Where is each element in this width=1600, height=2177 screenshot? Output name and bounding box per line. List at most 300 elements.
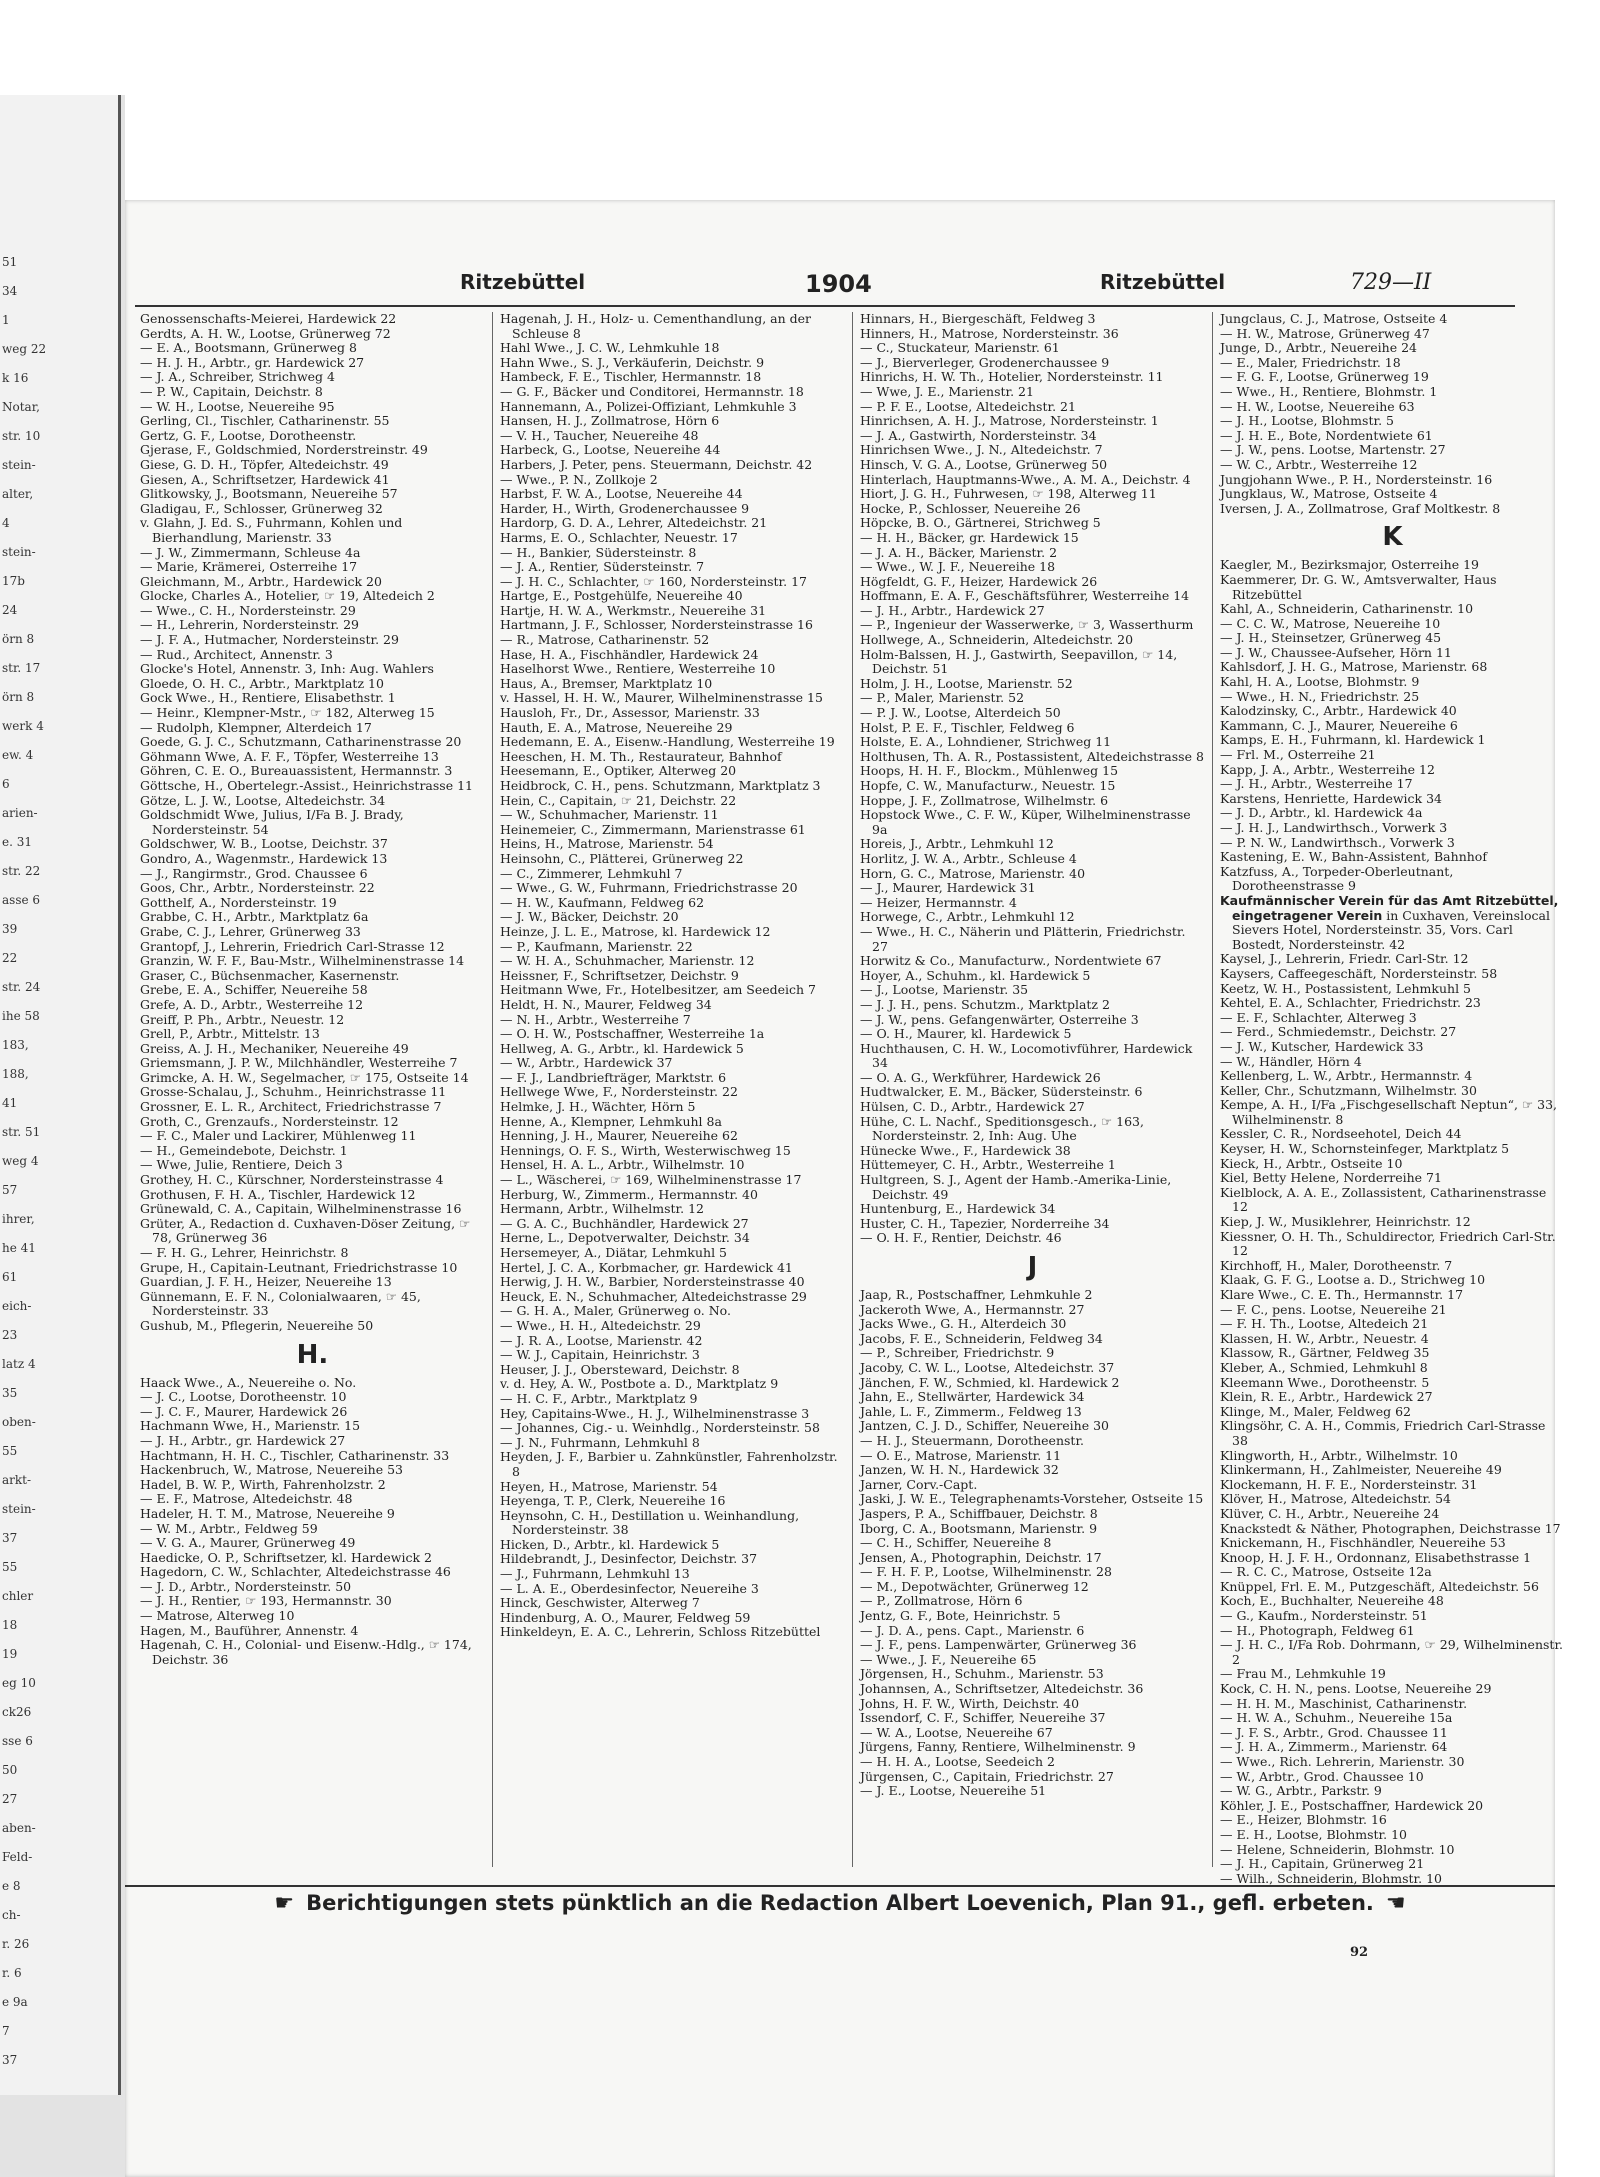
directory-entry: Kieck, H., Arbtr., Ostseite 10: [1220, 1155, 1403, 1171]
directory-entry: Hagen, M., Bauführer, Annenstr. 4: [140, 1622, 359, 1638]
left-page-fragment: Feld-: [2, 1850, 33, 1864]
directory-entry: Knüppel, Frl. E. M., Putzgeschäft, Altedeichstr. 56: [1220, 1578, 1539, 1594]
directory-entry: — J., Maurer, Hardewick 31: [860, 880, 1036, 896]
left-page-fragment: str. 10: [2, 429, 41, 443]
directory-entry: Harbst, F. W. A., Lootse, Neuereihe 44: [500, 486, 743, 502]
left-page-fragment: str. 17: [2, 661, 41, 675]
directory-entry: Hachtmann, H. H. C., Tischler, Catharinenstr. 33: [140, 1447, 450, 1463]
directory-entry: Harms, E. O., Schlachter, Neuestr. 17: [500, 529, 738, 545]
directory-entry: Hambeck, F. E., Tischler, Hermannstr. 18: [500, 369, 762, 385]
directory-entry: — J. A. H., Bäcker, Marienstr. 2: [860, 544, 1058, 560]
left-page-fragment: 55: [2, 1560, 18, 1574]
left-page-fragment: 6: [2, 777, 10, 791]
directory-entry: Gladigau, F., Schlosser, Grünerweg 32: [140, 500, 383, 516]
directory-entry: Grüter, A., Redaction d. Cuxhaven-Döser Zeitung, ☞ 78, Grünerweg 36: [140, 1215, 471, 1246]
directory-entry: — F. J., Landbriefträger, Marktstr. 6: [500, 1069, 727, 1085]
directory-entry: Jentz, G. F., Bote, Heinrichstr. 5: [860, 1608, 1061, 1624]
directory-entry: Iborg, C. A., Bootsmann, Marienstr. 9: [860, 1520, 1098, 1536]
directory-entry: Holst, P. E. F., Tischler, Feldweg 6: [860, 719, 1075, 735]
directory-entry: Hausloh, Fr., Dr., Assessor, Marienstr. 33: [500, 705, 760, 721]
directory-entry: — F. C., pens. Lootse, Neuereihe 21: [1220, 1301, 1447, 1317]
column-3: [860, 312, 1205, 1867]
sheet-number: 92: [1350, 1945, 1369, 1960]
directory-entry: Goldschmidt Wwe, Julius, I/Fa B. J. Brady, Nordersteinstr. 54: [140, 807, 404, 837]
left-page-fragment: 1: [2, 313, 10, 327]
left-page-fragment: stein-: [2, 1502, 36, 1516]
left-page-fragment: he 41: [2, 1241, 36, 1255]
left-page-fragment: oben-: [2, 1415, 36, 1429]
directory-entry: Gjerase, F., Goldschmied, Norderstreinstr. 49: [140, 442, 428, 458]
directory-entry: — J. H. E., Bote, Nordentwiete 61: [1220, 427, 1433, 443]
left-page-edge: [0, 95, 121, 2095]
directory-entry: — J. J. H., pens. Schutzm., Marktplatz 2: [860, 996, 1110, 1012]
directory-entry: — W. J., Capitain, Heinrichstr. 3: [500, 1347, 700, 1363]
directory-entry: — L., Wäscherei, ☞ 169, Wilhelminenstrasse 17: [500, 1172, 802, 1188]
directory-entry: Jensen, A., Photographin, Deichstr. 17: [860, 1549, 1102, 1565]
directory-entry: — J., Fuhrmann, Lehmkuhl 13: [500, 1566, 690, 1582]
entry-bold-name: Kaufmännischer Verein für das Amt Ritzebüttel, eingetragener Verein: [1220, 892, 1559, 923]
directory-entry: Grabe, C. J., Lehrer, Grünerweg 33: [140, 923, 361, 939]
directory-entry: — J. D., Arbtr., Nordersteinstr. 50: [140, 1578, 352, 1594]
directory-entry: Grimcke, A. H. W., Segelmacher, ☞ 175, Ostseite 14: [140, 1069, 469, 1085]
directory-entry: Kiessner, O. H. Th., Schuldirector, Friedrich Carl-Str. 12: [1220, 1228, 1556, 1259]
directory-entry: — Rudolph, Klempner, Alterdeich 17: [140, 719, 372, 735]
directory-entry: Hinrichsen Wwe., J. N., Altedeichstr. 7: [860, 442, 1103, 458]
directory-entry: — W. G., Arbtr., Parkstr. 9: [1220, 1783, 1382, 1799]
directory-entry: Hoffmann, E. A. F., Geschäftsführer, Westerreihe 14: [860, 588, 1190, 604]
directory-entry: Heuser, J. J., Obersteward, Deichstr. 8: [500, 1361, 740, 1377]
directory-entry: — Helene, Schneiderin, Blohmstr. 10: [1220, 1841, 1455, 1857]
directory-entry: Griemsmann, J. P. W., Milchhändler, Westerreihe 7: [140, 1055, 458, 1071]
directory-entry: Hagenah, J. H., Holz- u. Cementhandlung, an der Schleuse 8: [500, 311, 812, 341]
directory-entry: Hartge, E., Postgehülfe, Neuereihe 40: [500, 588, 743, 604]
directory-entry: — J. D. A., pens. Capt., Marienstr. 6: [860, 1622, 1085, 1638]
directory-entry: — W., Arbtr., Hardewick 37: [500, 1055, 673, 1071]
left-page-fragment: str. 51: [2, 1125, 41, 1139]
directory-entry: Heinsohn, C., Plätterei, Grünerweg 22: [500, 850, 744, 866]
directory-entry: Klinge, M., Maler, Feldweg 62: [1220, 1403, 1412, 1419]
directory-entry: — P., Ingenieur der Wasserwerke, ☞ 3, Wasserthurm: [860, 617, 1194, 633]
footer-notice: [125, 1885, 1555, 1919]
directory-entry: Hahn Wwe., S. J., Verkäuferin, Deichstr. 9: [500, 354, 765, 370]
directory-entry: — W. M., Arbtr., Feldweg 59: [140, 1520, 318, 1536]
directory-entry: Köhler, J. E., Postschaffner, Hardewick 20: [1220, 1797, 1484, 1813]
left-page-fragment: Notar,: [2, 400, 40, 414]
left-page-fragment: 34: [2, 284, 18, 298]
directory-entry: — J. H., Arbtr., gr. Hardewick 27: [140, 1432, 346, 1448]
left-page-fragment: stein-: [2, 545, 36, 559]
directory-entry: Hedemann, E. A., Eisenw.-Handlung, Westerreihe 19: [500, 734, 835, 750]
directory-entry: Haselhorst Wwe., Rentiere, Westerreihe 10: [500, 661, 776, 677]
left-page-fragment: sse 6: [2, 1734, 33, 1748]
left-page-fragment: arkt-: [2, 1473, 32, 1487]
directory-entry: — Matrose, Alterweg 10: [140, 1608, 295, 1624]
directory-entry: — M., Depotwächter, Grünerweg 12: [860, 1578, 1089, 1594]
directory-entry: Knickemann, H., Fischhändler, Neuereihe 53: [1220, 1535, 1506, 1551]
left-page-fragment: ch-: [2, 1908, 21, 1922]
directory-entry: Johns, H. F. W., Wirth, Deichstr. 40: [860, 1695, 1080, 1711]
directory-entry: — H. J. H., Arbtr., gr. Hardewick 27: [140, 354, 365, 370]
left-page-fragment: latz 4: [2, 1357, 36, 1371]
header-year: 1904: [805, 270, 872, 298]
directory-entry: Hühe, C. L. Nachf., Speditionsgesch., ☞ 163, Nordersteinstr. 2, Inh: Aug. Uhe: [860, 1113, 1144, 1144]
directory-entry: — V. G. A., Maurer, Grünerweg 49: [140, 1535, 356, 1551]
directory-entry: Göhren, C. E. O., Bureauassistent, Hermannstr. 3: [140, 763, 453, 779]
directory-entry: — J. C. F., Maurer, Hardewick 26: [140, 1403, 348, 1419]
left-page-fragment: ihe 58: [2, 1009, 40, 1023]
directory-entry: — J., Bierverleger, Grodenerchaussee 9: [860, 354, 1110, 370]
directory-entry: — Ferd., Schmiedemstr., Deichstr. 27: [1220, 1024, 1457, 1040]
directory-entry: Hase, H. A., Fischhändler, Hardewick 24: [500, 646, 759, 662]
directory-entry: Hinck, Geschwister, Alterweg 7: [500, 1595, 700, 1611]
directory-entry: Koch, E., Buchhalter, Neuereihe 48: [1220, 1593, 1444, 1609]
directory-entry: — P. F. E., Lootse, Altedeichstr. 21: [860, 398, 1076, 414]
directory-entry: Klöver, H., Matrose, Altedeichstr. 54: [1220, 1491, 1452, 1507]
directory-entry: Kamps, E. H., Fuhrmann, kl. Hardewick 1: [1220, 732, 1486, 748]
left-page-fragment: 22: [2, 951, 18, 965]
directory-entry: Hartje, H. W. A., Werkmstr., Neuereihe 31: [500, 602, 767, 618]
directory-entry: — Johannes, Cig.- u. Weinhdlg., Nordersteinstr. 58: [500, 1420, 820, 1436]
left-page-fragment: 39: [2, 922, 18, 936]
directory-entry: Grosse-Schalau, J., Schuhm., Heinrichstrasse 11: [140, 1084, 447, 1100]
left-page-fragment: 23: [2, 1328, 18, 1342]
directory-entry: Jaspers, P. A., Schiffbauer, Deichstr. 8: [860, 1505, 1098, 1521]
directory-entry: Hein, C., Capitain, ☞ 21, Deichstr. 22: [500, 792, 737, 808]
directory-entry: Jürgensen, C., Capitain, Friedrichstr. 27: [860, 1768, 1114, 1784]
directory-entry: Götze, L. J. W., Lootse, Altedeichstr. 34: [140, 792, 386, 808]
directory-entry: — J. N., Fuhrmann, Lehmkuhl 8: [500, 1434, 700, 1450]
directory-entry: Goede, G. J. C., Schutzmann, Catharinenstrasse 20: [140, 734, 462, 750]
directory-entry: Henne, A., Klempner, Lehmkuhl 8a: [500, 1113, 722, 1129]
directory-entry: Hahl Wwe., J. C. W., Lehmkuhle 18: [500, 340, 720, 356]
directory-entry: Kleber, A., Schmied, Lehmkuhl 8: [1220, 1359, 1428, 1375]
directory-entry: — V. H., Taucher, Neuereihe 48: [500, 427, 699, 443]
directory-entry: Kielblock, A. A. E., Zollassistent, Catharinenstrasse 12: [1220, 1184, 1547, 1215]
directory-entry: Holthusen, Th. A. R., Postassistent, Altedeichstrasse 8: [860, 748, 1204, 764]
directory-entry: — C., Stuckateur, Marienstr. 61: [860, 340, 1060, 356]
pointing-hand-icon: ☚: [1385, 1891, 1406, 1916]
section-letter: K: [1382, 522, 1403, 553]
directory-entry: Hoppe, J. F., Zollmatrose, Wilhelmstr. 6: [860, 792, 1109, 808]
left-page-fragment: asse 6: [2, 893, 41, 907]
directory-entry: Kaufmännischer Verein für das Amt Ritzebüttel, eingetragener Verein in Cuxhaven, Vereinslocal Sievers Hotel, Nordersteinstr. 35, Vors. Carl Bostedt, Nordersteinstr. 42: [1220, 892, 1559, 952]
directory-entry: Jackeroth Wwe, A., Hermannstr. 27: [860, 1301, 1085, 1317]
directory-entry: — J. A., Gastwirth, Nordersteinstr. 34: [860, 427, 1097, 443]
left-page-fragment: werk 4: [2, 719, 44, 733]
directory-entry: — W. C., Arbtr., Westerreihe 12: [1220, 456, 1418, 472]
left-page-fragment: eg 10: [2, 1676, 36, 1690]
directory-entry: Henning, J. H., Maurer, Neuereihe 62: [500, 1128, 738, 1144]
directory-entry: Göhmann Wwe, A. F. F., Töpfer, Westerreihe 13: [140, 748, 439, 764]
left-page-fragment: örn 8: [2, 632, 35, 646]
left-page-fragment: weg 4: [2, 1154, 39, 1168]
directory-entry: Kiel, Betty Helene, Norderreihe 71: [1220, 1170, 1442, 1186]
directory-entry: — G. F., Bäcker und Conditorei, Hermannstr. 18: [500, 383, 804, 399]
directory-entry: Keyser, H. W., Schornsteinfeger, Marktplatz 5: [1220, 1141, 1510, 1157]
directory-entry: Giese, G. D. H., Töpfer, Altedeichstr. 49: [140, 456, 389, 472]
left-page-fragment: ck26: [2, 1705, 32, 1719]
directory-entry: — Wwe., H. C., Näherin und Plätterin, Friedrichstr. 27: [860, 923, 1186, 954]
directory-entry: Kaegler, M., Bezirksmajor, Osterreihe 19: [1220, 557, 1479, 573]
directory-entry: Klockemann, H. F. E., Nordersteinstr. 31: [1220, 1476, 1478, 1492]
left-page-fragment: e 9a: [2, 1995, 28, 2009]
left-page-fragment: ew. 4: [2, 748, 34, 762]
directory-entry: Gerdts, A. H. W., Lootse, Grünerweg 72: [140, 325, 391, 341]
directory-entry: Kammann, C. J., Maurer, Neuereihe 6: [1220, 717, 1458, 733]
left-page-fragment: 18: [2, 1618, 18, 1632]
directory-entry: Jungclaus, C. J., Matrose, Ostseite 4: [1220, 311, 1448, 326]
left-page-fragment: 7: [2, 2024, 10, 2038]
left-page-fragment: 55: [2, 1444, 18, 1458]
directory-entry: Horlitz, J. W. A., Arbtr., Schleuse 4: [860, 850, 1077, 866]
directory-entry: — E., Maler, Friedrichstr. 18: [1220, 354, 1401, 370]
directory-entry: — J. H., Arbtr., Westerreihe 17: [1220, 776, 1413, 792]
directory-entry: Heyen, H., Matrose, Marienstr. 54: [500, 1478, 718, 1494]
left-page-fragment: k 16: [2, 371, 29, 385]
directory-entry: — J. H. A., Zimmerm., Marienstr. 64: [1220, 1739, 1448, 1755]
directory-entry: Heesemann, E., Optiker, Alterweg 20: [500, 763, 737, 779]
left-page-fragment: alter,: [2, 487, 34, 501]
directory-entry: — J. W., Zimmermann, Schleuse 4a: [140, 544, 361, 560]
directory-entry: — W. A., Lootse, Neuereihe 67: [860, 1724, 1053, 1740]
directory-entry: Herwig, J. H. W., Barbier, Nordersteinstrasse 40: [500, 1274, 805, 1290]
left-page-fragment: 37: [2, 2053, 18, 2067]
directory-entry: Jantzen, C. J. D., Schiffer, Neuereihe 30: [860, 1418, 1109, 1434]
left-page-fragment: e. 31: [2, 835, 32, 849]
directory-entry: Klare Wwe., C. E. Th., Hermannstr. 17: [1220, 1287, 1464, 1302]
left-page-fragment: e 8: [2, 1879, 21, 1893]
column-divider: [852, 312, 853, 1867]
directory-entry: — G., Kaufm., Nordersteinstr. 51: [1220, 1608, 1428, 1624]
directory-entry: — F. H. Th., Lootse, Altedeich 21: [1220, 1316, 1429, 1332]
directory-entry: Gleichmann, M., Arbtr., Hardewick 20: [140, 573, 382, 589]
directory-entry: Grothusen, F. H. A., Tischler, Hardewick 12: [140, 1186, 416, 1202]
directory-entry: — Wwe., J. F., Neuereihe 65: [860, 1651, 1037, 1667]
directory-entry: Harbeck, G., Lootse, Neuereihe 44: [500, 442, 721, 458]
directory-entry: — J., Rangirmstr., Grod. Chaussee 6: [140, 865, 368, 881]
directory-entry: Hiort, J. G. H., Fuhrwesen, ☞ 198, Alterweg 11: [860, 486, 1157, 502]
directory-entry: Gerling, Cl., Tischler, Catharinenstr. 55: [140, 413, 390, 429]
header-rule: [135, 305, 1515, 307]
directory-entry: Klingsöhr, C. A. H., Commis, Friedrich Carl-Strasse 38: [1220, 1418, 1546, 1448]
directory-entry: — Heizer, Hermannstr. 4: [860, 894, 1017, 910]
directory-entry: Hensel, H. A. L., Arbtr., Wilhelmstr. 10: [500, 1157, 745, 1173]
directory-entry: Jahle, L. F., Zimmerm., Feldweg 13: [860, 1403, 1082, 1419]
directory-entry: Gock Wwe., H., Rentiere, Elisabethstr. 1: [140, 690, 396, 706]
directory-entry: — P. N. W., Landwirthsch., Vorwerk 3: [1220, 834, 1455, 850]
directory-entry: Knoop, H. J. F. H., Ordonnanz, Elisabethstrasse 1: [1220, 1549, 1532, 1565]
directory-entry: — H. H. A., Lootse, Seedeich 2: [860, 1754, 1055, 1769]
directory-entry: — Frau M., Lehmkuhle 19: [1220, 1666, 1386, 1682]
column-divider: [1212, 312, 1213, 1867]
left-page-fragment: weg 22: [2, 342, 47, 356]
header-place-right: Ritzebüttel: [1100, 270, 1226, 294]
directory-entry: — E. F., Matrose, Altedeichstr. 48: [140, 1491, 353, 1507]
directory-entry: — H., Photograph, Feldweg 61: [1220, 1622, 1415, 1638]
directory-entry: Kiep, J. W., Musiklehrer, Heinrichstr. 12: [1220, 1214, 1471, 1230]
directory-entry: Jungjohann Wwe., P. H., Nordersteinstr. 16: [1220, 471, 1493, 487]
column-2: [500, 312, 845, 1867]
directory-entry: Kaemmerer, Dr. G. W., Amtsverwalter, Haus Ritzebüttel: [1220, 571, 1497, 602]
left-page-fragment: aben-: [2, 1821, 36, 1835]
directory-entry: Hellweg, A. G., Arbtr., kl. Hardewick 5: [500, 1040, 744, 1056]
directory-entry: — F. C., Maler und Lackirer, Mühlenweg 11: [140, 1128, 417, 1144]
directory-entry: — J. H., Steinsetzer, Grünerweg 45: [1220, 630, 1442, 646]
left-page-fragment: 57: [2, 1183, 18, 1197]
left-page-fragment: 24: [2, 603, 18, 617]
left-page-fragment: 27: [2, 1792, 18, 1806]
directory-entry: Greiss, A. J. H., Mechaniker, Neuereihe 49: [140, 1040, 409, 1056]
directory-entry: Hinkeldeyn, E. A. C., Lehrerin, Schloss Ritzebüttel: [500, 1624, 821, 1640]
directory-entry: Hartmann, J. F., Schlosser, Nordersteinstrasse 16: [500, 617, 813, 633]
directory-entry: — H. W., Lootse, Neuereihe 63: [1220, 398, 1415, 414]
directory-entry: Karstens, Henriette, Hardewick 34: [1220, 790, 1443, 806]
directory-entry: Kapp, J. A., Arbtr., Westerreihe 12: [1220, 761, 1435, 777]
left-page-fragment: str. 22: [2, 864, 41, 878]
left-page-fragment: stein-: [2, 458, 36, 472]
directory-entry: Kellenberg, L. W., Arbtr., Hermannstr. 4: [1220, 1068, 1473, 1084]
directory-entry: — O. H. F., Rentier, Deichstr. 46: [860, 1230, 1062, 1246]
directory-entry: — W. H., Lootse, Neuereihe 95: [140, 398, 335, 414]
directory-entry: Junge, D., Arbtr., Neuereihe 24: [1220, 340, 1417, 356]
directory-entry: — J. H., Arbtr., Hardewick 27: [860, 602, 1045, 618]
directory-entry: Kock, C. H. N., pens. Lootse, Neuereihe 29: [1220, 1681, 1492, 1697]
directory-entry: Hardorp, G. D. A., Lehrer, Altedeichstr. 21: [500, 515, 768, 531]
directory-entry: — Rud., Architect, Annenstr. 3: [140, 646, 333, 662]
directory-entry: Harbers, J. Peter, pens. Steuermann, Deichstr. 42: [500, 456, 813, 472]
directory-entry: Gondro, A., Wagenmstr., Hardewick 13: [140, 850, 388, 866]
directory-entry: — F. H. G., Lehrer, Heinrichstr. 8: [140, 1245, 349, 1260]
directory-entry: Genossenschafts-Meierei, Hardewick 22: [140, 311, 397, 326]
directory-entry: Katzfuss, A., Torpeder-Oberleutnant, Dorotheenstrasse 9: [1220, 863, 1454, 894]
section-letter: J: [1027, 1252, 1038, 1282]
directory-entry: Hultgreen, S. J., Agent der Hamb.-Amerika-Linie, Deichstr. 49: [860, 1172, 1172, 1202]
directory-entry: Goos, Chr., Arbtr., Nordersteinstr. 22: [140, 880, 375, 896]
directory-entry: — P., Kaufmann, Marienstr. 22: [500, 938, 693, 954]
directory-entry: — C. C. W., Matrose, Neuereihe 10: [1220, 615, 1441, 631]
directory-entry: Hildebrandt, J., Desinfector, Deichstr. 37: [500, 1551, 758, 1567]
directory-entry: Heitmann Wwe, Fr., Hotelbesitzer, am Seedeich 7: [500, 982, 817, 998]
directory-entry: Hindenburg, A. O., Maurer, Feldweg 59: [500, 1609, 751, 1625]
column-divider: [492, 312, 493, 1867]
directory-entry: Janzen, W. H. N., Hardewick 32: [860, 1462, 1059, 1478]
directory-entry: Jörgensen, H., Schuhm., Marienstr. 53: [860, 1666, 1104, 1682]
directory-entry: Keetz, W. H., Postassistent, Lehmkuhl 5: [1220, 980, 1471, 996]
directory-entry: — H., Gemeindebote, Deichstr. 1: [140, 1142, 348, 1158]
directory-entry: Hinnars, H., Biergeschäft, Feldweg 3: [860, 311, 1096, 326]
directory-entry: Hopfe, C. W., Manufacturw., Neuestr. 15: [860, 778, 1116, 793]
directory-entry: Kastening, E. W., Bahn-Assistent, Bahnhof: [1220, 849, 1487, 865]
directory-entry: Klinkermann, H., Zahlmeister, Neuereihe 49: [1220, 1462, 1502, 1478]
directory-entry: Grell, P., Arbtr., Mittelstr. 13: [140, 1026, 320, 1042]
directory-entry: Klüver, C. H., Arbtr., Neuereihe 24: [1220, 1505, 1440, 1521]
directory-entry: — J. H. C., Schlachter, ☞ 160, Nordersteinstr. 17: [500, 573, 808, 589]
directory-entry: Hollwege, A., Schneiderin, Altedeichstr. 20: [860, 632, 1134, 648]
directory-entry: — Wwe., C. H., Nordersteinstr. 29: [140, 602, 356, 618]
directory-entry: — F. G. F., Lootse, Grünerweg 19: [1220, 369, 1429, 385]
directory-entry: — J., Lootse, Marienstr. 35: [860, 982, 1029, 998]
directory-entry: — P., Zollmatrose, Hörn 6: [860, 1593, 1023, 1609]
directory-entry: Jacoby, C. W. L., Lootse, Altedeichstr. 37: [860, 1359, 1115, 1375]
directory-entry: Granzin, W. F. F., Bau-Mstr., Wilhelminenstrasse 14: [140, 953, 465, 969]
header-page-number: 729—II: [1350, 270, 1432, 295]
directory-entry: Hansen, H. J., Zollmatrose, Hörn 6: [500, 413, 720, 429]
directory-entry: Kessler, C. R., Nordseehotel, Deich 44: [1220, 1126, 1462, 1142]
directory-entry: — Wwe, Julie, Rentiere, Deich 3: [140, 1157, 343, 1173]
directory-entry: Hinrichsen, A. H. J., Matrose, Nordersteinstr. 1: [860, 413, 1159, 429]
directory-entry: Hinterlach, Hauptmanns-Wwe., A. M. A., Deichstr. 4: [860, 471, 1191, 487]
directory-entry: — W., Arbtr., Grod. Chaussee 10: [1220, 1768, 1424, 1784]
directory-entry: Haack Wwe., A., Neuereihe o. No.: [140, 1374, 357, 1390]
directory-entry: Kahl, H. A., Lootse, Blohmstr. 9: [1220, 674, 1420, 690]
directory-entry: Haus, A., Bremser, Marktplatz 10: [500, 675, 713, 691]
directory-entry: Kahlsdorf, J. H. G., Matrose, Marienstr. 68: [1220, 659, 1488, 675]
directory-entry: Heins, H., Matrose, Marienstr. 54: [500, 836, 714, 852]
directory-entry: Hünecke Wwe., F., Hardewick 38: [860, 1142, 1071, 1158]
directory-entry: — R. C. C., Matrose, Ostseite 12a: [1220, 1564, 1432, 1580]
header-place-left: Ritzebüttel: [460, 270, 586, 294]
directory-entry: — W., Schuhmacher, Marienstr. 11: [500, 807, 719, 823]
directory-entry: Jarner, Corv.-Capt.: [860, 1476, 978, 1492]
directory-entry: Horwitz & Co., Manufacturw., Nordentwiete 67: [860, 953, 1162, 969]
directory-entry: — J. C., Lootse, Dorotheenstr. 10: [140, 1389, 347, 1405]
directory-entry: — J. R. A., Lootse, Marienstr. 42: [500, 1332, 703, 1348]
directory-entry: Hoyer, A., Schuhm., kl. Hardewick 5: [860, 967, 1091, 983]
directory-entry: — J. W., Bäcker, Deichstr. 20: [500, 909, 679, 925]
left-page-fragment: 50: [2, 1763, 18, 1777]
directory-entry: Haedicke, O. P., Schriftsetzer, kl. Hardewick 2: [140, 1549, 432, 1565]
directory-entry: Herne, L., Depotverwalter, Deichstr. 34: [500, 1230, 750, 1246]
directory-entry: — O. E., Matrose, Marienstr. 11: [860, 1447, 1062, 1463]
directory-entry: Hocke, P., Schlosser, Neuereihe 26: [860, 500, 1081, 516]
directory-entry: Giesen, A., Schriftsetzer, Hardewick 41: [140, 471, 390, 487]
directory-entry: — H. H., Bäcker, gr. Hardewick 15: [860, 529, 1079, 545]
directory-entry: — Wwe., H., Rentiere, Blohmstr. 1: [1220, 383, 1438, 399]
directory-entry: Hinsch, V. G. A., Lootse, Grünerweg 50: [860, 456, 1108, 472]
page-header: [125, 270, 1555, 302]
left-page-fragment: ihrer,: [2, 1212, 35, 1226]
left-page-fragment: 4: [2, 516, 10, 530]
directory-entry: Huntenburg, E., Hardewick 34: [860, 1201, 1056, 1217]
directory-entry: Hauth, E. A., Matrose, Neuereihe 29: [500, 719, 733, 735]
directory-entry: Hoops, H. H. F., Blockm., Mühlenweg 15: [860, 763, 1119, 779]
directory-entry: — J. E., Lootse, Neuereihe 51: [860, 1783, 1047, 1799]
directory-entry: Heidbrock, C. H., pens. Schutzmann, Marktplatz 3: [500, 778, 821, 793]
directory-entry: — H., Lehrerin, Nordersteinstr. 29: [140, 617, 359, 633]
directory-entry: — L. A. E., Oberdesinfector, Neuereihe 3: [500, 1580, 759, 1596]
directory-entry: Hülsen, C. D., Arbtr., Hardewick 27: [860, 1099, 1085, 1115]
directory-entry: Grebe, E. A., Schiffer, Neuereihe 58: [140, 982, 368, 998]
directory-entry: Klaak, G. F. G., Lootse a. D., Strichweg 10: [1220, 1272, 1486, 1288]
directory-entry: — J. W., pens. Lootse, Martenstr. 27: [1220, 442, 1446, 458]
directory-entry: — J. F., pens. Lampenwärter, Grünerweg 36: [860, 1637, 1137, 1653]
directory-entry: Harder, H., Wirth, Grodenerchaussee 9: [500, 500, 750, 516]
directory-entry: — E. F., Schlachter, Alterweg 3: [1220, 1009, 1417, 1025]
directory-entry: — Wwe, J. E., Marienstr. 21: [860, 383, 1034, 399]
directory-entry: Högfeldt, G. F., Heizer, Hardewick 26: [860, 573, 1098, 589]
left-page-fragment: 61: [2, 1270, 18, 1284]
directory-entry: — Wwe., Rich. Lehrerin, Marienstr. 30: [1220, 1754, 1465, 1769]
directory-entry: Hagedorn, C. W., Schlachter, Altedeichstrasse 46: [140, 1564, 451, 1580]
directory-entry: Jacobs, F. E., Schneiderin, Feldweg 34: [860, 1330, 1103, 1346]
directory-entry: — O. H. W., Postschaffner, Westerreihe 1a: [500, 1026, 765, 1042]
directory-entry: Horwege, C., Arbtr., Lehmkuhl 12: [860, 909, 1075, 925]
left-page-fragment: örn 8: [2, 690, 35, 704]
directory-entry: — J. H., Lootse, Blohmstr. 5: [1220, 413, 1394, 429]
directory-entry: Hackenbruch, W., Matrose, Neuereihe 53: [140, 1462, 404, 1478]
directory-entry: Greiff, P. Ph., Arbtr., Neuestr. 12: [140, 1011, 345, 1027]
directory-entry: — W. H. A., Schuhmacher, Marienstr. 12: [500, 953, 755, 969]
